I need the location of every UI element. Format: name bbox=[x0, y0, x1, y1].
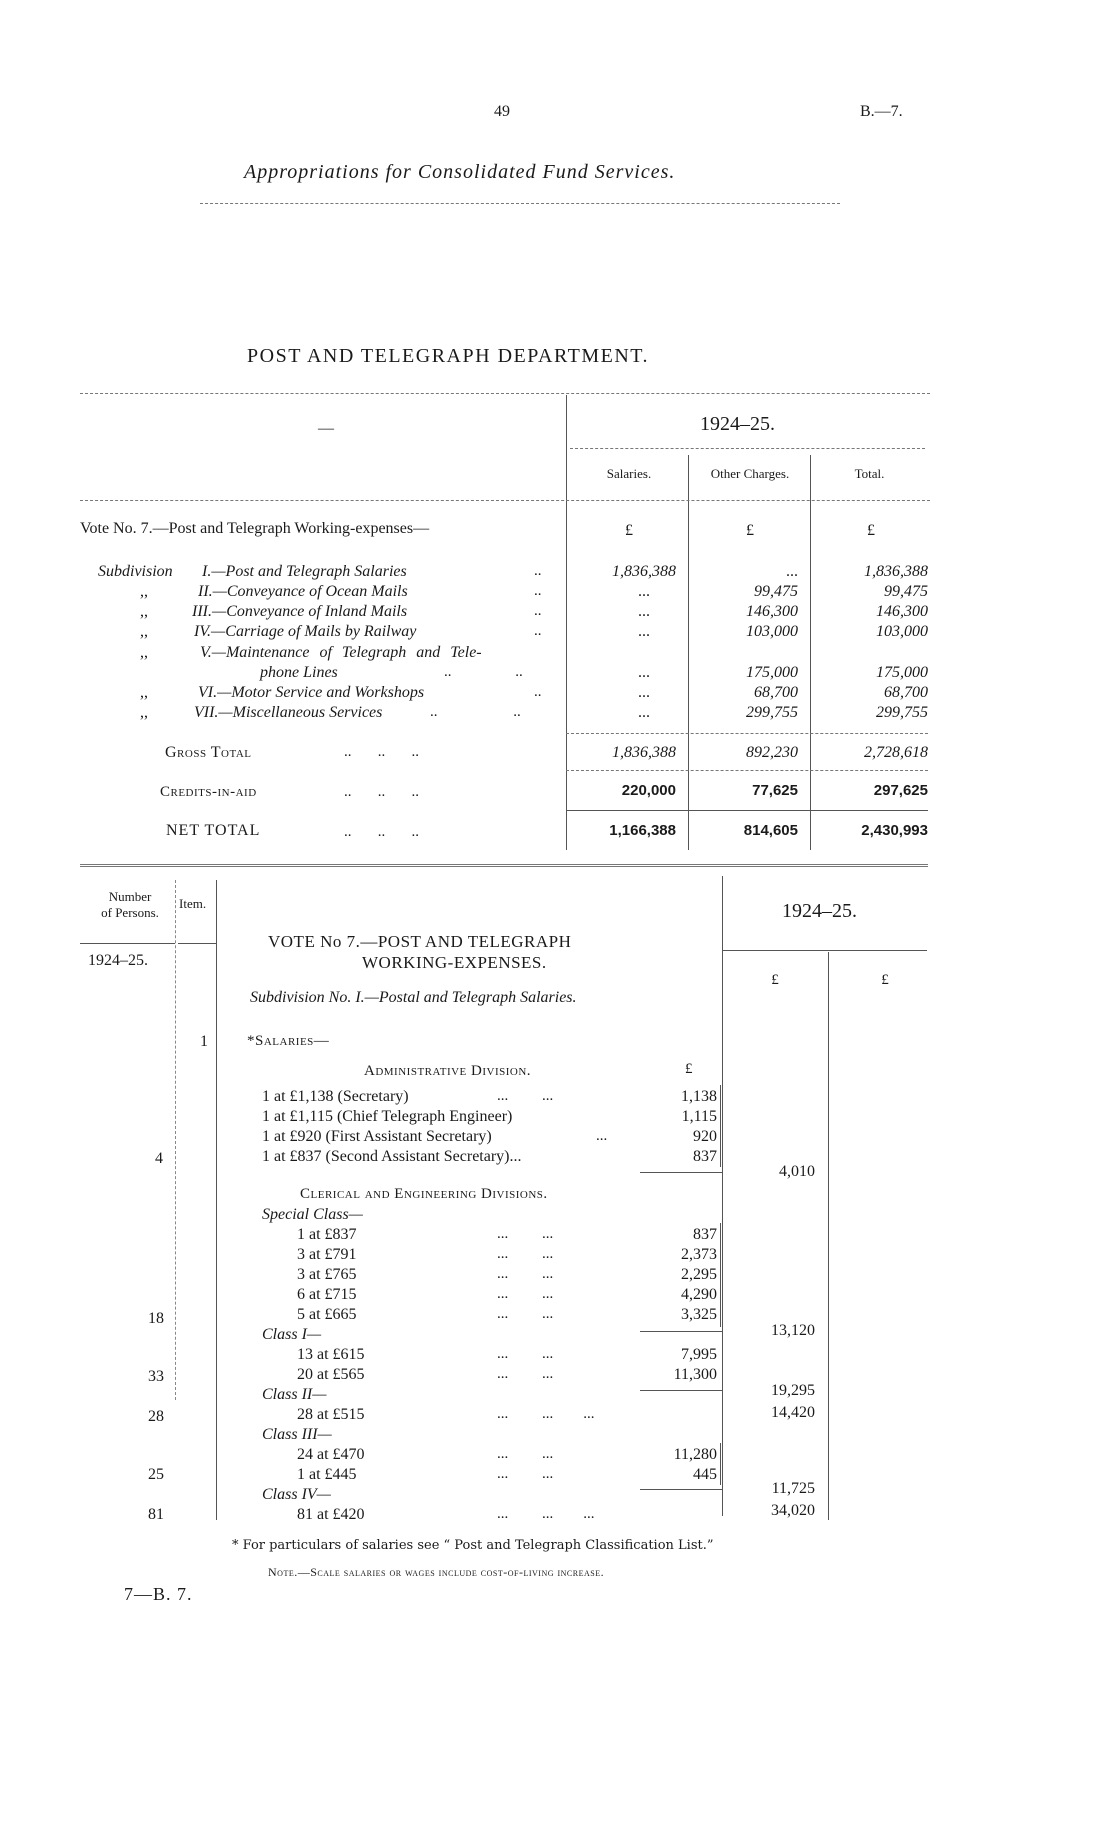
gross-rule bbox=[566, 770, 928, 771]
special-row-2-amount: 2,373 bbox=[681, 1246, 717, 1263]
leader-dots: ... ... bbox=[497, 1266, 554, 1282]
subtotal-rule bbox=[566, 733, 928, 734]
leader-dots: ... ... bbox=[497, 1346, 554, 1362]
credits-total: 297,625 bbox=[873, 782, 928, 799]
salaries-6: ... bbox=[638, 684, 650, 701]
special-row-3-text: 3 at £765 bbox=[297, 1266, 357, 1283]
subdivision-label-3: III.—Conveyance of Inland Mails bbox=[192, 603, 408, 620]
class-1-total: 19,295 bbox=[771, 1382, 815, 1399]
admin-row-4-amount: 837 bbox=[693, 1148, 717, 1165]
other-charges-3: 146,300 bbox=[746, 603, 798, 620]
admin-total: 4,010 bbox=[779, 1163, 815, 1180]
leader-dots: ... bbox=[596, 1128, 608, 1144]
vote-title-line-2: WORKING-EXPENSES. bbox=[362, 953, 547, 972]
salaries-2: ... bbox=[638, 583, 650, 600]
vote-line: Vote No. 7.—Post and Telegraph Working-expenses— bbox=[80, 520, 430, 537]
document-reference: B.—7. bbox=[860, 103, 903, 120]
admin-row-2-text: 1 at £1,115 (Chief Telegraph Engineer) bbox=[262, 1108, 513, 1125]
total-6: 68,700 bbox=[884, 684, 928, 701]
administrative-division-heading: Administrative Division. bbox=[364, 1063, 532, 1079]
class-2-heading: Class II— bbox=[262, 1386, 327, 1403]
class-2-persons: 28 bbox=[148, 1408, 164, 1425]
total-2: 99,475 bbox=[884, 583, 928, 600]
leader-dots: ... ... bbox=[497, 1286, 554, 1302]
class-4-total: 34,020 bbox=[771, 1502, 815, 1519]
class-3-row-2-text: 1 at £445 bbox=[297, 1466, 357, 1483]
stub-dash: — bbox=[318, 420, 334, 437]
class-2-row-text: 28 at £515 bbox=[297, 1406, 365, 1423]
summary-col-divider-3 bbox=[810, 455, 811, 850]
leader-dots: .. .. .. bbox=[344, 784, 419, 800]
special-class-heading: Special Class— bbox=[262, 1206, 363, 1223]
cost-of-living-note: Note.—Scale salaries or wages include cost-of-living increase. bbox=[268, 1565, 605, 1579]
admin-currency: £ bbox=[685, 1061, 693, 1077]
detail-currency-1: £ bbox=[771, 972, 779, 988]
admin-persons: 4 bbox=[155, 1150, 163, 1167]
leader-dots: .. bbox=[534, 603, 542, 619]
ditto-mark: ,, bbox=[140, 644, 148, 661]
other-charges-2: 99,475 bbox=[754, 583, 798, 600]
amount-col-divider-2 bbox=[828, 952, 829, 1520]
leader-dots: ... ... bbox=[497, 1088, 554, 1104]
detail-year-heading: 1924–25. bbox=[782, 900, 857, 922]
ditto-mark: ,, bbox=[140, 583, 148, 600]
leader-dots: ... ... bbox=[497, 1446, 554, 1462]
net-total: 2,430,993 bbox=[861, 822, 928, 839]
currency-total: £ bbox=[867, 522, 875, 539]
leader-dots: .. .. bbox=[444, 664, 523, 680]
special-amount-bracket bbox=[720, 1223, 721, 1327]
other-charges-5: 175,000 bbox=[746, 664, 798, 681]
class-3-sum-rule bbox=[640, 1489, 722, 1490]
item-header-rule bbox=[178, 943, 216, 944]
salaries-4: ... bbox=[638, 623, 650, 640]
page-number: 49 bbox=[494, 103, 510, 120]
class-1-row-2-text: 20 at £565 bbox=[297, 1366, 365, 1383]
admin-row-3-text: 1 at £920 (First Assistant Secretary) bbox=[262, 1128, 492, 1145]
subdivision-label-1: I.—Post and Telegraph Salaries bbox=[202, 563, 407, 580]
clerical-division-heading: Clerical and Engineering Divisions. bbox=[300, 1186, 548, 1202]
total-3: 146,300 bbox=[876, 603, 928, 620]
leader-dots: ... ... bbox=[497, 1306, 554, 1322]
admin-row-1-text: 1 at £1,138 (Secretary) bbox=[262, 1088, 409, 1105]
special-row-4-amount: 4,290 bbox=[681, 1286, 717, 1303]
leader-dots: .. bbox=[534, 623, 542, 639]
subdivision-label-5: V.—Maintenance of Telegraph and Tele- bbox=[200, 644, 482, 661]
net-total-label: NET TOTAL bbox=[166, 822, 261, 839]
admin-amount-bracket bbox=[720, 1085, 721, 1167]
class-4-heading: Class IV— bbox=[262, 1486, 331, 1503]
class-3-persons: 25 bbox=[148, 1466, 164, 1483]
class-3-row-2-amount: 445 bbox=[693, 1466, 717, 1483]
special-sum-rule bbox=[640, 1331, 722, 1332]
summary-bottom-rule bbox=[80, 864, 928, 867]
credits-rule bbox=[566, 810, 928, 811]
detail-year-rule bbox=[722, 950, 927, 951]
class-3-amount-bracket bbox=[720, 1443, 721, 1485]
col-other-charges-header: Other Charges. bbox=[710, 466, 790, 481]
col-persons-line-2: of Persons. bbox=[101, 905, 159, 920]
year-rule bbox=[570, 448, 925, 449]
special-row-3-amount: 2,295 bbox=[681, 1266, 717, 1283]
admin-row-2-amount: 1,115 bbox=[681, 1108, 717, 1125]
leader-dots: ... ... bbox=[497, 1246, 554, 1262]
special-row-4-text: 6 at £715 bbox=[297, 1286, 357, 1303]
special-row-1-amount: 837 bbox=[693, 1226, 717, 1243]
class-3-heading: Class III— bbox=[262, 1426, 332, 1443]
special-row-5-text: 5 at £665 bbox=[297, 1306, 357, 1323]
other-charges-1: ... bbox=[786, 563, 798, 580]
net-other: 814,605 bbox=[743, 822, 798, 839]
credits-in-aid-label: Credits-in-aid bbox=[160, 784, 257, 800]
subdivision-label-5-cont: phone Lines bbox=[260, 664, 338, 681]
col-number-of-persons bbox=[88, 889, 172, 921]
class-1-persons: 33 bbox=[148, 1368, 164, 1385]
gross-total: 2,728,618 bbox=[864, 744, 928, 761]
ditto-mark: ,, bbox=[140, 684, 148, 701]
admin-row-3-amount: 920 bbox=[693, 1128, 717, 1145]
leader-dots: .. bbox=[534, 583, 542, 599]
credits-salaries: 220,000 bbox=[621, 782, 676, 799]
summary-top-rule bbox=[80, 393, 930, 394]
header-rule bbox=[200, 203, 840, 204]
ditto-mark: ,, bbox=[140, 704, 148, 721]
total-5: 175,000 bbox=[876, 664, 928, 681]
salaries-1: 1,836,388 bbox=[612, 563, 676, 580]
class-1-row-2-amount: 11,300 bbox=[673, 1366, 717, 1383]
leader-dots: .. .. .. bbox=[344, 824, 419, 840]
subdivision-word: Subdivision bbox=[98, 563, 173, 580]
leader-dots: .. bbox=[534, 563, 542, 579]
amount-col-divider bbox=[722, 876, 723, 1516]
class-1-row-1-text: 13 at £615 bbox=[297, 1346, 365, 1363]
credits-other: 77,625 bbox=[752, 782, 798, 799]
total-7: 299,755 bbox=[876, 704, 928, 721]
special-total: 13,120 bbox=[771, 1322, 815, 1339]
net-salaries: 1,166,388 bbox=[609, 822, 676, 839]
leader-dots: .. bbox=[534, 684, 542, 700]
admin-sum-rule bbox=[640, 1172, 722, 1173]
leader-dots: ... ... bbox=[497, 1226, 554, 1242]
detail-currency-2: £ bbox=[881, 972, 889, 988]
persons-col-divider bbox=[175, 880, 176, 1400]
currency-salaries: £ bbox=[625, 522, 633, 539]
class-2-total: 14,420 bbox=[771, 1404, 815, 1421]
header-bottom-rule bbox=[80, 500, 930, 501]
item-number: 1 bbox=[200, 1033, 208, 1050]
other-charges-4: 103,000 bbox=[746, 623, 798, 640]
special-persons: 18 bbox=[148, 1310, 164, 1327]
admin-row-4-text: 1 at £837 (Second Assistant Secretary)... bbox=[262, 1148, 522, 1165]
page-signature: 7—B. 7. bbox=[124, 1584, 193, 1604]
admin-row-1-amount: 1,138 bbox=[681, 1088, 717, 1105]
salaries-7: ... bbox=[638, 704, 650, 721]
subdivision-label-7: VII.—Miscellaneous Services bbox=[194, 704, 383, 721]
leader-dots: .. .. .. bbox=[344, 744, 419, 760]
class-3-row-1-text: 24 at £470 bbox=[297, 1446, 365, 1463]
subdivision-label-6: VI.—Motor Service and Workshops bbox=[198, 684, 425, 701]
leader-dots: ... ... ... bbox=[497, 1406, 595, 1422]
summary-year-heading: 1924–25. bbox=[700, 413, 775, 435]
class-1-sum-rule bbox=[640, 1390, 722, 1391]
leader-dots: ... ... ... bbox=[497, 1506, 595, 1522]
currency-other: £ bbox=[746, 522, 754, 539]
subdivision-label-2: II.—Conveyance of Ocean Mails bbox=[198, 583, 408, 600]
class-4-row-text: 81 at £420 bbox=[297, 1506, 365, 1523]
vote-title-line-1: VOTE No 7.—POST AND TELEGRAPH bbox=[268, 932, 572, 951]
summary-col-divider-1 bbox=[566, 395, 567, 850]
ditto-mark: ,, bbox=[140, 603, 148, 620]
col-item: Item. bbox=[179, 896, 207, 911]
leader-dots: ... ... bbox=[497, 1366, 554, 1382]
salaries-heading: *Salaries— bbox=[247, 1033, 330, 1049]
subdivision-label-4: IV.—Carriage of Mails by Railway bbox=[194, 623, 417, 640]
special-row-5-amount: 3,325 bbox=[681, 1306, 717, 1323]
persons-year: 1924–25. bbox=[88, 952, 148, 969]
gross-salaries: 1,836,388 bbox=[612, 744, 676, 761]
salaries-3: ... bbox=[638, 603, 650, 620]
class-4-persons: 81 bbox=[148, 1506, 164, 1523]
class-1-row-1-amount: 7,995 bbox=[681, 1346, 717, 1363]
class-1-heading: Class I— bbox=[262, 1326, 322, 1343]
summary-col-divider-2 bbox=[688, 455, 689, 850]
department-title: POST AND TELEGRAPH DEPARTMENT. bbox=[247, 345, 649, 367]
total-4: 103,000 bbox=[876, 623, 928, 640]
special-row-1-text: 1 at £837 bbox=[297, 1226, 357, 1243]
gross-other: 892,230 bbox=[746, 744, 798, 761]
ditto-mark: ,, bbox=[140, 623, 148, 640]
leader-dots: ... ... bbox=[497, 1466, 554, 1482]
special-row-2-text: 3 at £791 bbox=[297, 1246, 357, 1263]
gross-total-label: Gross Total bbox=[165, 744, 252, 761]
page-subtitle: Appropriations for Consolidated Fund Services. bbox=[244, 161, 676, 183]
col-total-header: Total. bbox=[854, 466, 885, 481]
persons-header-rule bbox=[80, 943, 175, 944]
subdivision-title: Subdivision No. I.—Postal and Telegraph Salaries. bbox=[250, 989, 577, 1006]
other-charges-6: 68,700 bbox=[754, 684, 798, 701]
class-3-row-1-amount: 11,280 bbox=[673, 1446, 717, 1463]
leader-dots: .. .. bbox=[430, 704, 521, 720]
col-persons-line-1: Number bbox=[108, 889, 152, 904]
class-3-total: 11,725 bbox=[771, 1480, 815, 1497]
salaries-footnote: * For particulars of salaries see “ Post and Telegraph Classification List.” bbox=[232, 1538, 714, 1553]
salaries-5: ... bbox=[638, 664, 650, 681]
other-charges-7: 299,755 bbox=[746, 704, 798, 721]
total-1: 1,836,388 bbox=[864, 563, 928, 580]
col-salaries-header: Salaries. bbox=[606, 466, 652, 481]
item-col-divider bbox=[216, 880, 217, 1520]
